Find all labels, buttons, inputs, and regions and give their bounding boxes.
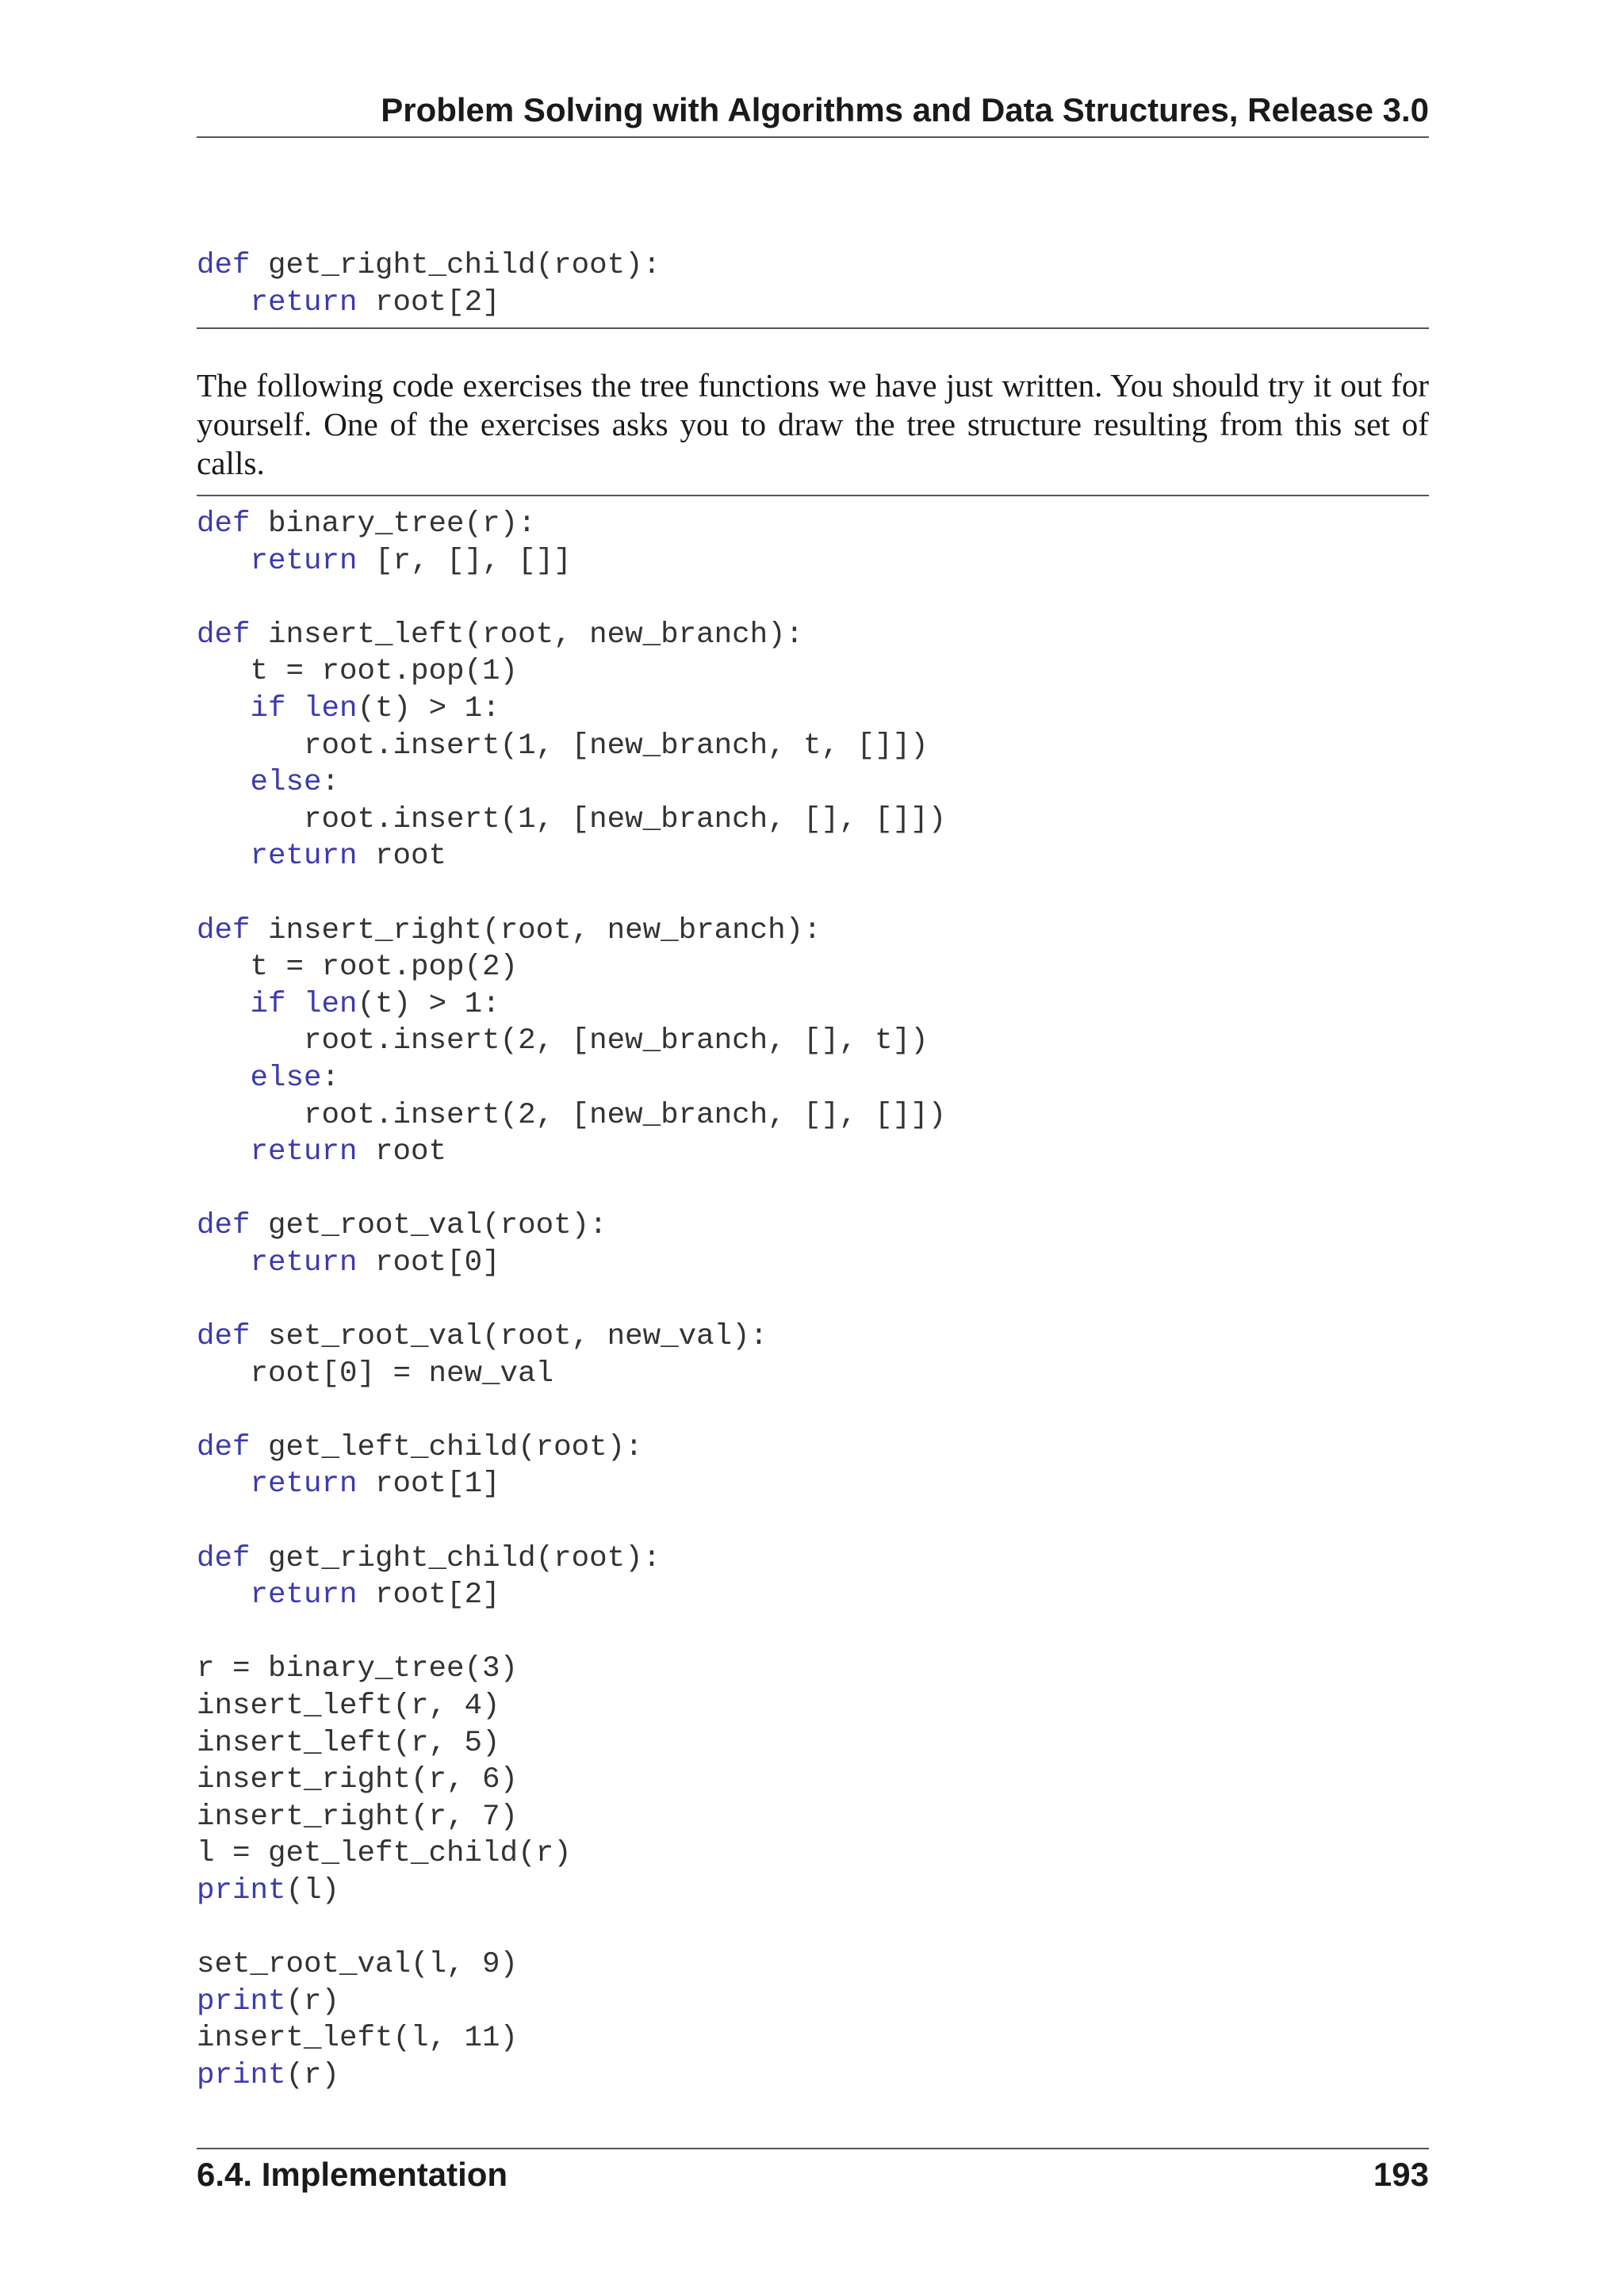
code-line xyxy=(197,247,1429,285)
code-keyword: def xyxy=(197,1320,251,1354)
code-text: (l) xyxy=(285,1873,340,1908)
code-line xyxy=(197,1577,1429,1614)
code-keyword: def xyxy=(197,1209,251,1243)
code-keyword: return xyxy=(250,1578,358,1613)
code-text: insert_left(r, 5) xyxy=(197,1726,500,1760)
code-keyword: else xyxy=(250,1061,322,1095)
code-line xyxy=(197,1762,1429,1799)
code-keyword: if xyxy=(250,691,286,725)
code-text: root.insert(2, [new_branch, [], []]) xyxy=(197,1098,947,1132)
code-text: insert_right(r, 7) xyxy=(197,1800,519,1834)
code-text xyxy=(197,1246,251,1280)
code-text xyxy=(197,286,251,320)
code-line xyxy=(197,1171,1429,1208)
code-line xyxy=(197,764,1429,802)
code-line xyxy=(197,2020,1429,2057)
code-text: root[2] xyxy=(357,285,500,320)
code-line xyxy=(197,1466,1429,1503)
code-line xyxy=(197,1207,1429,1245)
code-text xyxy=(197,692,251,725)
code-text: root.insert(2, [new_branch, [], t]) xyxy=(197,1024,929,1058)
code-line xyxy=(197,1946,1429,1984)
code-keyword: def xyxy=(197,507,251,541)
code-keyword: def xyxy=(197,618,251,652)
code-keyword: return xyxy=(250,1468,358,1502)
code-text: insert_right(r, 6) xyxy=(197,1763,519,1797)
code-line xyxy=(197,1910,1429,1947)
code-text: set_root_val(root, new_val): xyxy=(250,1320,768,1354)
code-line xyxy=(197,1984,1429,2021)
code-text: t = root.pop(2) xyxy=(197,951,519,985)
code-line xyxy=(197,1540,1429,1578)
code-text: root xyxy=(357,840,447,874)
footer-section-title: 6.4. Implementation xyxy=(197,2156,508,2193)
code-text: root xyxy=(357,1135,447,1169)
code-text: get_right_child(root): xyxy=(250,249,661,282)
code-text: : xyxy=(321,1061,340,1095)
code-text: insert_right(root, new_branch): xyxy=(250,913,822,947)
code-text: set_root_val(l, 9) xyxy=(197,1948,519,1982)
code-text: insert_left(r, 4) xyxy=(197,1689,500,1723)
code-text xyxy=(286,692,304,725)
code-keyword: return xyxy=(250,1135,358,1169)
code-line xyxy=(197,1835,1429,1873)
code-keyword: def xyxy=(197,1430,251,1464)
page-footer xyxy=(197,2148,1429,2197)
code-text: root[1] xyxy=(357,1468,500,1502)
code-keyword: print xyxy=(197,1873,286,1908)
code-line xyxy=(197,1392,1429,1429)
code-line xyxy=(197,1060,1429,1097)
code-text: : xyxy=(321,766,340,800)
code-text xyxy=(286,988,304,1021)
code-text: get_left_child(root): xyxy=(250,1430,643,1464)
code-text: root[0] xyxy=(357,1246,500,1280)
code-line xyxy=(197,1873,1429,1910)
code-line xyxy=(197,1356,1429,1393)
code-keyword: if xyxy=(250,987,286,1021)
code-text xyxy=(197,545,251,578)
code-text: (t) > 1: xyxy=(357,691,500,725)
code-line xyxy=(197,2057,1429,2095)
code-line xyxy=(197,617,1429,654)
code-block-tree-functions xyxy=(197,495,1429,2095)
code-text xyxy=(197,1578,251,1612)
code-keyword: return xyxy=(250,544,358,578)
code-keyword: print xyxy=(197,1984,286,2019)
code-line xyxy=(197,691,1429,728)
code-line xyxy=(197,913,1429,950)
code-text: get_right_child(root): xyxy=(250,1541,661,1575)
code-text: root.insert(1, [new_branch, t, []]) xyxy=(197,729,929,763)
code-line xyxy=(197,1245,1429,1282)
code-line xyxy=(197,1023,1429,1060)
code-text xyxy=(197,1135,251,1169)
code-text: insert_left(l, 11) xyxy=(197,2022,519,2056)
code-line xyxy=(197,1318,1429,1356)
code-line xyxy=(197,580,1429,617)
code-line xyxy=(197,1281,1429,1318)
code-line xyxy=(197,1725,1429,1762)
code-line xyxy=(197,802,1429,839)
code-keyword: return xyxy=(250,1246,358,1280)
code-text xyxy=(197,988,251,1021)
code-keyword: len xyxy=(304,691,358,725)
code-line xyxy=(197,1429,1429,1467)
code-line xyxy=(197,875,1429,913)
code-text: insert_left(root, new_branch): xyxy=(250,618,804,652)
code-keyword: def xyxy=(197,1541,251,1575)
code-text xyxy=(197,1062,251,1095)
code-line xyxy=(197,543,1429,580)
code-text: get_root_val(root): xyxy=(250,1209,607,1243)
page-header xyxy=(197,89,1429,138)
code-line xyxy=(197,986,1429,1024)
code-text: root[2] xyxy=(357,1578,500,1613)
running-header-title: Problem Solving with Algorithms and Data Structures, Release 3.0 xyxy=(381,91,1429,128)
code-text: l = get_left_child(r) xyxy=(197,1837,572,1871)
page-number: 193 xyxy=(1373,2156,1429,2193)
code-text: (r) xyxy=(285,2058,340,2092)
code-text: t = root.pop(1) xyxy=(197,655,519,689)
code-line xyxy=(197,838,1429,875)
code-line xyxy=(197,1134,1429,1171)
code-keyword: print xyxy=(197,2058,286,2092)
code-line xyxy=(197,728,1429,765)
code-line xyxy=(197,285,1429,322)
code-line xyxy=(197,653,1429,691)
code-line xyxy=(197,1097,1429,1135)
intro-paragraph: The following code exercises the tree functions we have just written. You should try it out for yourself. One of the exercises asks you to draw the tree structure resulting from this set of calls. xyxy=(197,367,1429,481)
code-line xyxy=(197,1503,1429,1540)
code-text: [r, [], []] xyxy=(357,544,572,578)
code-line xyxy=(197,506,1429,543)
code-line xyxy=(197,949,1429,986)
code-keyword: else xyxy=(250,766,322,800)
code-line xyxy=(197,1614,1429,1651)
code-text: root[0] = new_val xyxy=(197,1357,554,1391)
code-block-get-right-child xyxy=(197,247,1429,329)
code-keyword: return xyxy=(250,840,358,874)
code-keyword: def xyxy=(197,249,251,282)
code-line xyxy=(197,1651,1429,1688)
code-keyword: return xyxy=(250,285,358,320)
code-text xyxy=(197,1468,251,1501)
code-text: (t) > 1: xyxy=(357,987,500,1021)
code-line xyxy=(197,1799,1429,1836)
code-text xyxy=(197,840,251,873)
code-keyword: def xyxy=(197,913,251,947)
code-keyword: len xyxy=(304,987,358,1021)
code-text: binary_tree(r): xyxy=(250,507,536,541)
code-text: (r) xyxy=(285,1984,340,2019)
code-text: root.insert(1, [new_branch, [], []]) xyxy=(197,802,947,836)
code-text: r = binary_tree(3) xyxy=(197,1652,519,1686)
code-text xyxy=(197,766,251,799)
code-line xyxy=(197,1688,1429,1725)
